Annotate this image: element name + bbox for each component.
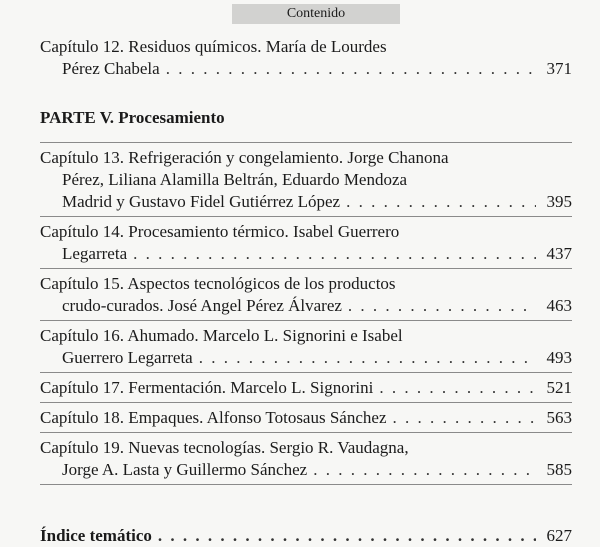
toc-entry-ch15[interactable] [40, 273, 572, 317]
entry-text: Jorge A. Lasta y Guillermo Sánchez [62, 460, 308, 479]
toc-entry-ch19[interactable] [40, 437, 572, 481]
dot-leader [346, 191, 536, 213]
entry-text: Guerrero Legarreta [62, 348, 193, 367]
dot-leader [166, 58, 536, 80]
rule [40, 372, 572, 373]
rule [40, 402, 572, 403]
dot-leader [348, 295, 536, 317]
rule [40, 268, 572, 269]
page-number: 563 [546, 408, 572, 427]
dot-leader [199, 347, 536, 369]
rule [40, 216, 572, 217]
toc-entry-ch12[interactable] [40, 36, 572, 80]
page-number: 395 [546, 192, 572, 211]
entry-text: Índice temático [40, 526, 152, 545]
toc-entry-ch14[interactable] [40, 221, 572, 265]
entry-last-line [40, 58, 572, 80]
dot-leader [392, 407, 536, 429]
page-number: 493 [546, 348, 572, 367]
page-number: 437 [546, 244, 572, 263]
entry-line: Capítulo 13. Refrigeración y congelamiento. Jorge Chanona [40, 148, 449, 167]
rule [40, 484, 572, 485]
toc-entry-index[interactable] [40, 525, 572, 547]
dot-leader [158, 525, 536, 547]
toc-entry-ch13[interactable] [40, 147, 572, 213]
rule [40, 142, 572, 143]
entry-line: Capítulo 19. Nuevas tecnologías. Sergio R. Vaudagna, [40, 438, 409, 457]
entry-last-line [40, 525, 572, 547]
entry-text: Capítulo 18. Empaques. Alfonso Totosaus Sánchez [40, 408, 387, 427]
entry-last-line [40, 243, 572, 265]
rule [40, 432, 572, 433]
entry-text: Madrid y Gustavo Fidel Gutiérrez López [62, 192, 341, 211]
contents-page [40, 36, 572, 547]
entry-line: Capítulo 16. Ahumado. Marcelo L. Signorini e Isabel [40, 326, 403, 345]
entry-last-line [40, 347, 572, 369]
entry-line: Capítulo 14. Procesamiento térmico. Isabel Guerrero [40, 222, 400, 241]
entry-line: Pérez, Liliana Alamilla Beltrán, Eduardo Mendoza [62, 170, 408, 189]
entry-text: Pérez Chabela [62, 59, 160, 78]
page-number: 371 [546, 59, 572, 78]
entry-last-line [40, 377, 572, 399]
entry-last-line [40, 295, 572, 317]
entry-last-line [40, 459, 572, 481]
part-heading: PARTE V. Procesamiento [40, 108, 225, 127]
toc-entry-ch16[interactable] [40, 325, 572, 369]
dot-leader [133, 243, 536, 265]
dot-leader [313, 459, 536, 481]
entry-text: crudo-curados. José Angel Pérez Álvarez [62, 296, 342, 315]
dot-leader [379, 377, 536, 399]
rule [40, 320, 572, 321]
entry-text: Capítulo 17. Fermentación. Marcelo L. Signorini [40, 378, 374, 397]
page-number: 463 [546, 296, 572, 315]
entry-last-line [40, 191, 572, 213]
page-number: 627 [546, 526, 572, 545]
entry-last-line [40, 407, 572, 429]
running-header: Contenido [232, 4, 400, 24]
entry-text: Legarreta [62, 244, 128, 263]
toc-entry-ch18[interactable] [40, 407, 572, 429]
entry-line: Capítulo 15. Aspectos tecnológicos de los productos [40, 274, 396, 293]
page-number: 585 [546, 460, 572, 479]
toc-entry-ch17[interactable] [40, 377, 572, 399]
page-number: 521 [546, 378, 572, 397]
entry-line: Capítulo 12. Residuos químicos. María de Lourdes [40, 37, 387, 56]
